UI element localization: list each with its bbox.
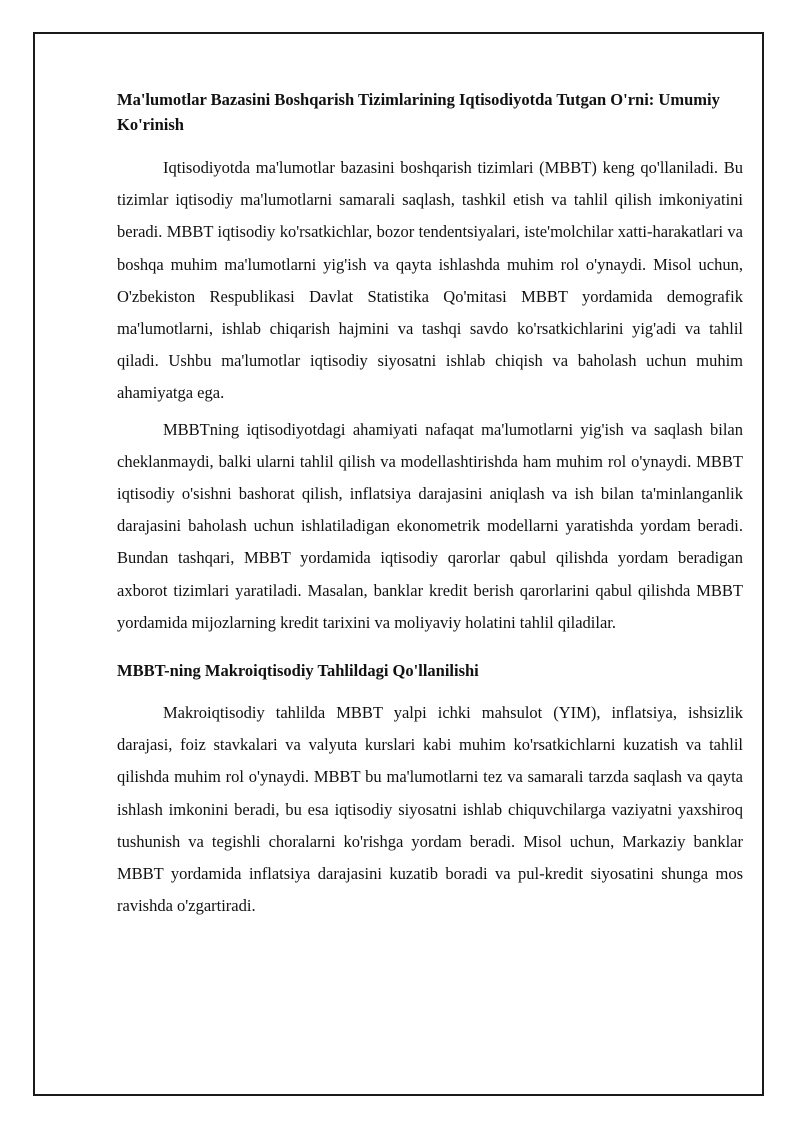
document-body: [117, 87, 743, 926]
section-heading-macro: MBBT-ning Makroiqtisodiy Tahlildagi Qo'llanilishi: [117, 661, 479, 681]
paragraph-mbbt-usage: Iqtisodiyotda ma'lumotlar bazasini boshqarish tizimlari (MBBT) keng qo'llaniladi. Bu tizimlar iqtisodiy ma'lumotlarni samarali saqlash, tashkil etish va tahlil qilish imkoniyatini beradi. MBBT iqtisodiy ko'rsatkichlar, bozor tendentsiyalari, iste'molchilar xatti-harakatlari va boshqa muhim ma'lumotlarni yig'ish va qayta ishlashda muhim rol o'ynaydi. Misol uchun, O'zbekiston Respublikasi Davlat Statistika Qo'mitasi MBBT yordamida demografik ma'lumotlarni, ishlab chiqarish hajmini va tashqi savdo ko'rsatkichlarini yig'adi va tahlil qiladi. Ushbu ma'lumotlar iqtisodiy siyosatni ishlab chiqish va baholash uchun muhim ahamiyatga ega.: [117, 158, 743, 403]
section-heading-overview: Ma'lumotlar Bazasini Boshqarish Tizimlarining Iqtisodiyotda Tutgan O'rni: Umumiy Ko'rinish: [117, 90, 720, 134]
paragraph-mbbt-importance: MBBTning iqtisodiyotdagi ahamiyati nafaqat ma'lumotlarni yig'ish va saqlash bilan cheklanmaydi, balki ularni tahlil qilish va modellashtirishda ham muhim rol o'ynaydi. MBBT iqtisodiy o'sishni bashorat qilish, inflatsiya darajasini aniqlash va ish bilan ta'minlanganlik darajasini baholash uchun ishlatiladigan ekonometrik modellarni yaratishda yordam beradi. Bundan tashqari, MBBT yordamida iqtisodiy qarorlar qabul qilishda yordam beradigan axborot tizimlari yaratiladi. Masalan, banklar kredit berish qarorlarini qabul qilishda MBBT yordamida mijozlarning kredit tarixini va moliyaviy holatini tahlil qiladilar.: [117, 419, 743, 632]
paragraph-macro-analysis: Makroiqtisodiy tahlilda MBBT yalpi ichki mahsulot (YIM), inflatsiya, ishsizlik darajasi, foiz stavkalari va valyuta kurslari kabi muhim ko'rsatkichlarni kuzatish va tahlil qilishda muhim rol o'ynaydi. MBBT bu ma'lumotlarni tez va samarali tarzda saqlash va qayta ishlash imkonini beradi, bu esa iqtisodiy siyosatni ishlab chiquvchilarga vaziyatni yaxshiroq tushunish va tegishli choralarni ko'rishga yordam beradi. Misol uchun, Markaziy banklar MBBT yordamida inflatsiya darajasini kuzatib boradi va pul-kredit siyosatini shunga mos ravishda o'zgartiradi.: [117, 703, 743, 916]
